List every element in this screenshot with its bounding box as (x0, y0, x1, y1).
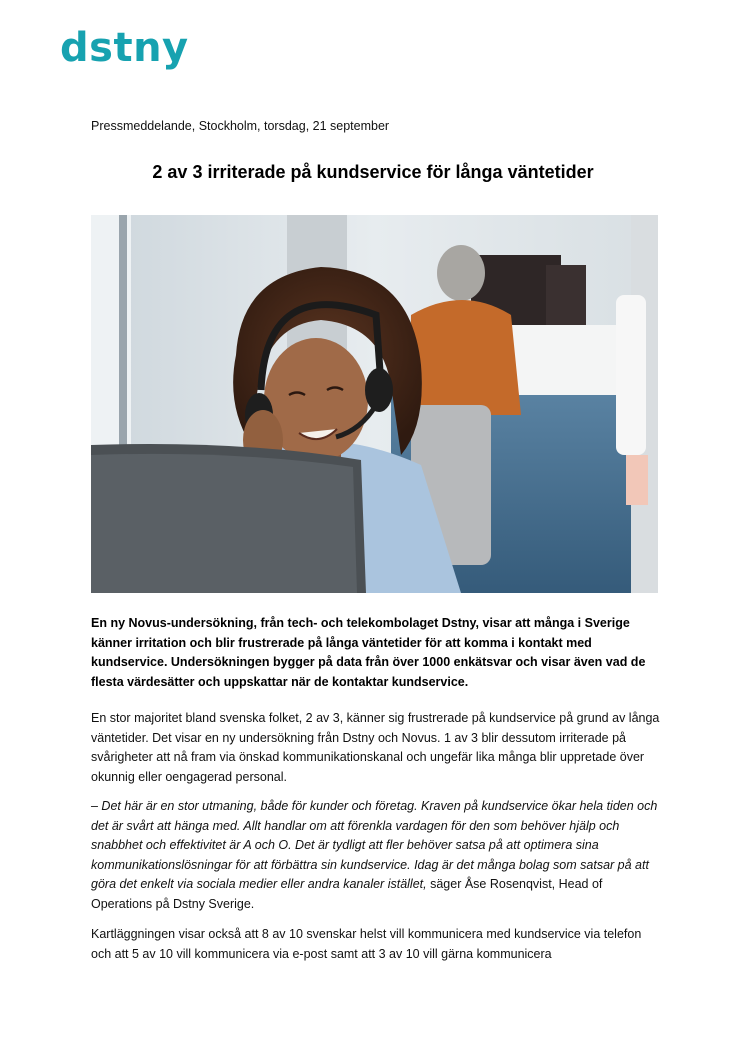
body-paragraph-3: Kartläggningen visar också att 8 av 10 svenskar helst vill kommunicera med kundservice via telefon och att 5 av 10 vill kommunicera via e-post samt att 3 av 10 vill gärna kommunicera (91, 927, 642, 961)
lead-paragraph: En ny Novus-undersökning, från tech- och telekombolaget Dstny, visar att många i Sverige känner irritation och blir frustrerade på långa väntetider för att komma i kontakt med kundservice. Undersökningen bygger på data från över 1000 enkätsvar och visar även vad de flesta värdesätter och uppskattar när de kontaktar kundservice. (91, 616, 646, 689)
press-release-dateline: Pressmeddelande, Stockholm, torsdag, 21 september (91, 119, 390, 133)
customer-service-agent-photo (91, 215, 658, 593)
quote-text: – Det här är en stor utmaning, både för kunder och företag. Kraven på kundservice ökar hela tiden och det är svårt att hänga med. Allt handlar om att förenkla vardagen för den som behöver hjälp och snabbhet och effektivitet är A och O. Det är tydligt att fler behöver satsa på att optimera sina kommunikationslösningar för att förbättra sin kundservice. Idag är det många bolag som satsar på att göra det enkelt via sociala medier eller andra kanaler istället, (91, 799, 658, 891)
page-title: 2 av 3 irriterade på kundservice för långa väntetider (152, 162, 594, 182)
quote-paragraph (91, 797, 661, 914)
body-paragraph-1: En stor majoritet bland svenska folket, 2 av 3, känner sig frustrerade på kundservice på grund av långa väntetider. Det visar en ny undersökning från Dstny och Novus. 1 av 3 blir dessutom irriterade på svårigheter att nå fram via önskad kommunikationskanal och ungefär lika många blir uppretade över okunnig eller oengagerad personal. (91, 711, 660, 784)
dstny-logo: dstny (60, 25, 189, 71)
quote-attribution: säger Åse Rosenqvist, Head of Operations på Dstny Sverige. (91, 877, 603, 911)
